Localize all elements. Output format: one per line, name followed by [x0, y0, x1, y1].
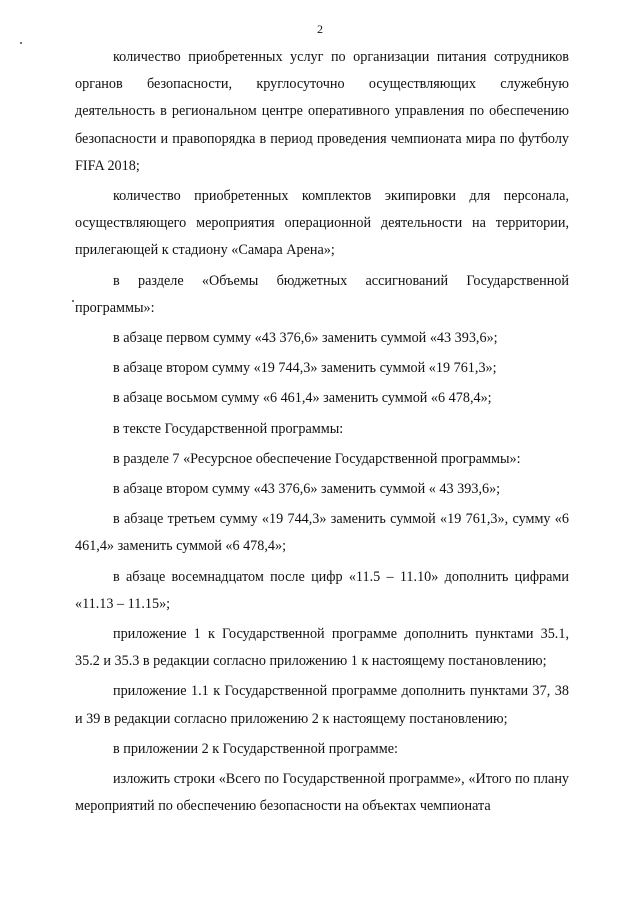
- scan-artifact-dot: [72, 300, 74, 302]
- paragraph-appendix-1-1: приложение 1.1 к Государственной программе дополнить пунктами 37, 38 и 39 в редакции согласно приложению 2 к настоящему постановлению;: [75, 683, 569, 727]
- paragraph-section-7-second: в абзаце втором сумму «43 376,6» заменить суммой « 43 393,6»;: [113, 481, 501, 498]
- paragraph-eighteenth-abstract: в абзаце восемнадцатом после цифр «11.5 – 11.10» дополнить цифрами «11.13 – 11.15»;: [75, 568, 569, 612]
- paragraph-budget-section: в разделе «Объемы бюджетных ассигнований Государственной программы»:: [75, 272, 569, 316]
- paragraph-equipment-sets: количество приобретенных комплектов экипировки для персонала, осуществляющего мероприятия операционной деятельности на территории, прилегающей к стадиону «Самара Арена»;: [75, 188, 569, 259]
- paragraph-appendix-2: в приложении 2 к Государственной программе:: [113, 740, 398, 757]
- paragraph-appendix-1: приложение 1 к Государственной программе дополнить пунктами 35.1, 35.2 и 35.3 в редакции согласно приложению 1 к настоящему постановлению;: [75, 626, 569, 670]
- paragraph-program-text: в тексте Государственной программы:: [113, 420, 344, 437]
- paragraph-section-7: в разделе 7 «Ресурсное обеспечение Государственной программы»:: [113, 450, 521, 467]
- paragraph-eighth-abstract: в абзаце восьмом сумму «6 461,4» заменить суммой «6 478,4»;: [113, 390, 492, 407]
- paragraph-meal-services: количество приобретенных услуг по организации питания сотрудников органов безопасности, круглосуточно осуществляющих служебную деятельность в региональном центре оперативного управления по обеспечению безопасности и правопорядка в период проведения чемпионата мира по футболу FIFA 2018;: [75, 49, 569, 174]
- paragraph-first-abstract: в абзаце первом сумму «43 376,6» заменить суммой «43 393,6»;: [113, 330, 498, 347]
- document-body: [75, 44, 569, 823]
- scan-artifact-dot: [20, 42, 22, 44]
- paragraph-second-abstract: в абзаце втором сумму «19 744,3» заменить суммой «19 761,3»;: [113, 360, 497, 377]
- page-number: 2: [317, 22, 323, 36]
- paragraph-section-7-third: в абзаце третьем сумму «19 744,3» заменить суммой «19 761,3», сумму «6 461,4» заменить суммой «6 478,4»;: [75, 511, 569, 555]
- paragraph-totals-lines: изложить строки «Всего по Государственной программе», «Итого по плану мероприятий по обеспечению безопасности на объектах чемпионата: [75, 771, 569, 815]
